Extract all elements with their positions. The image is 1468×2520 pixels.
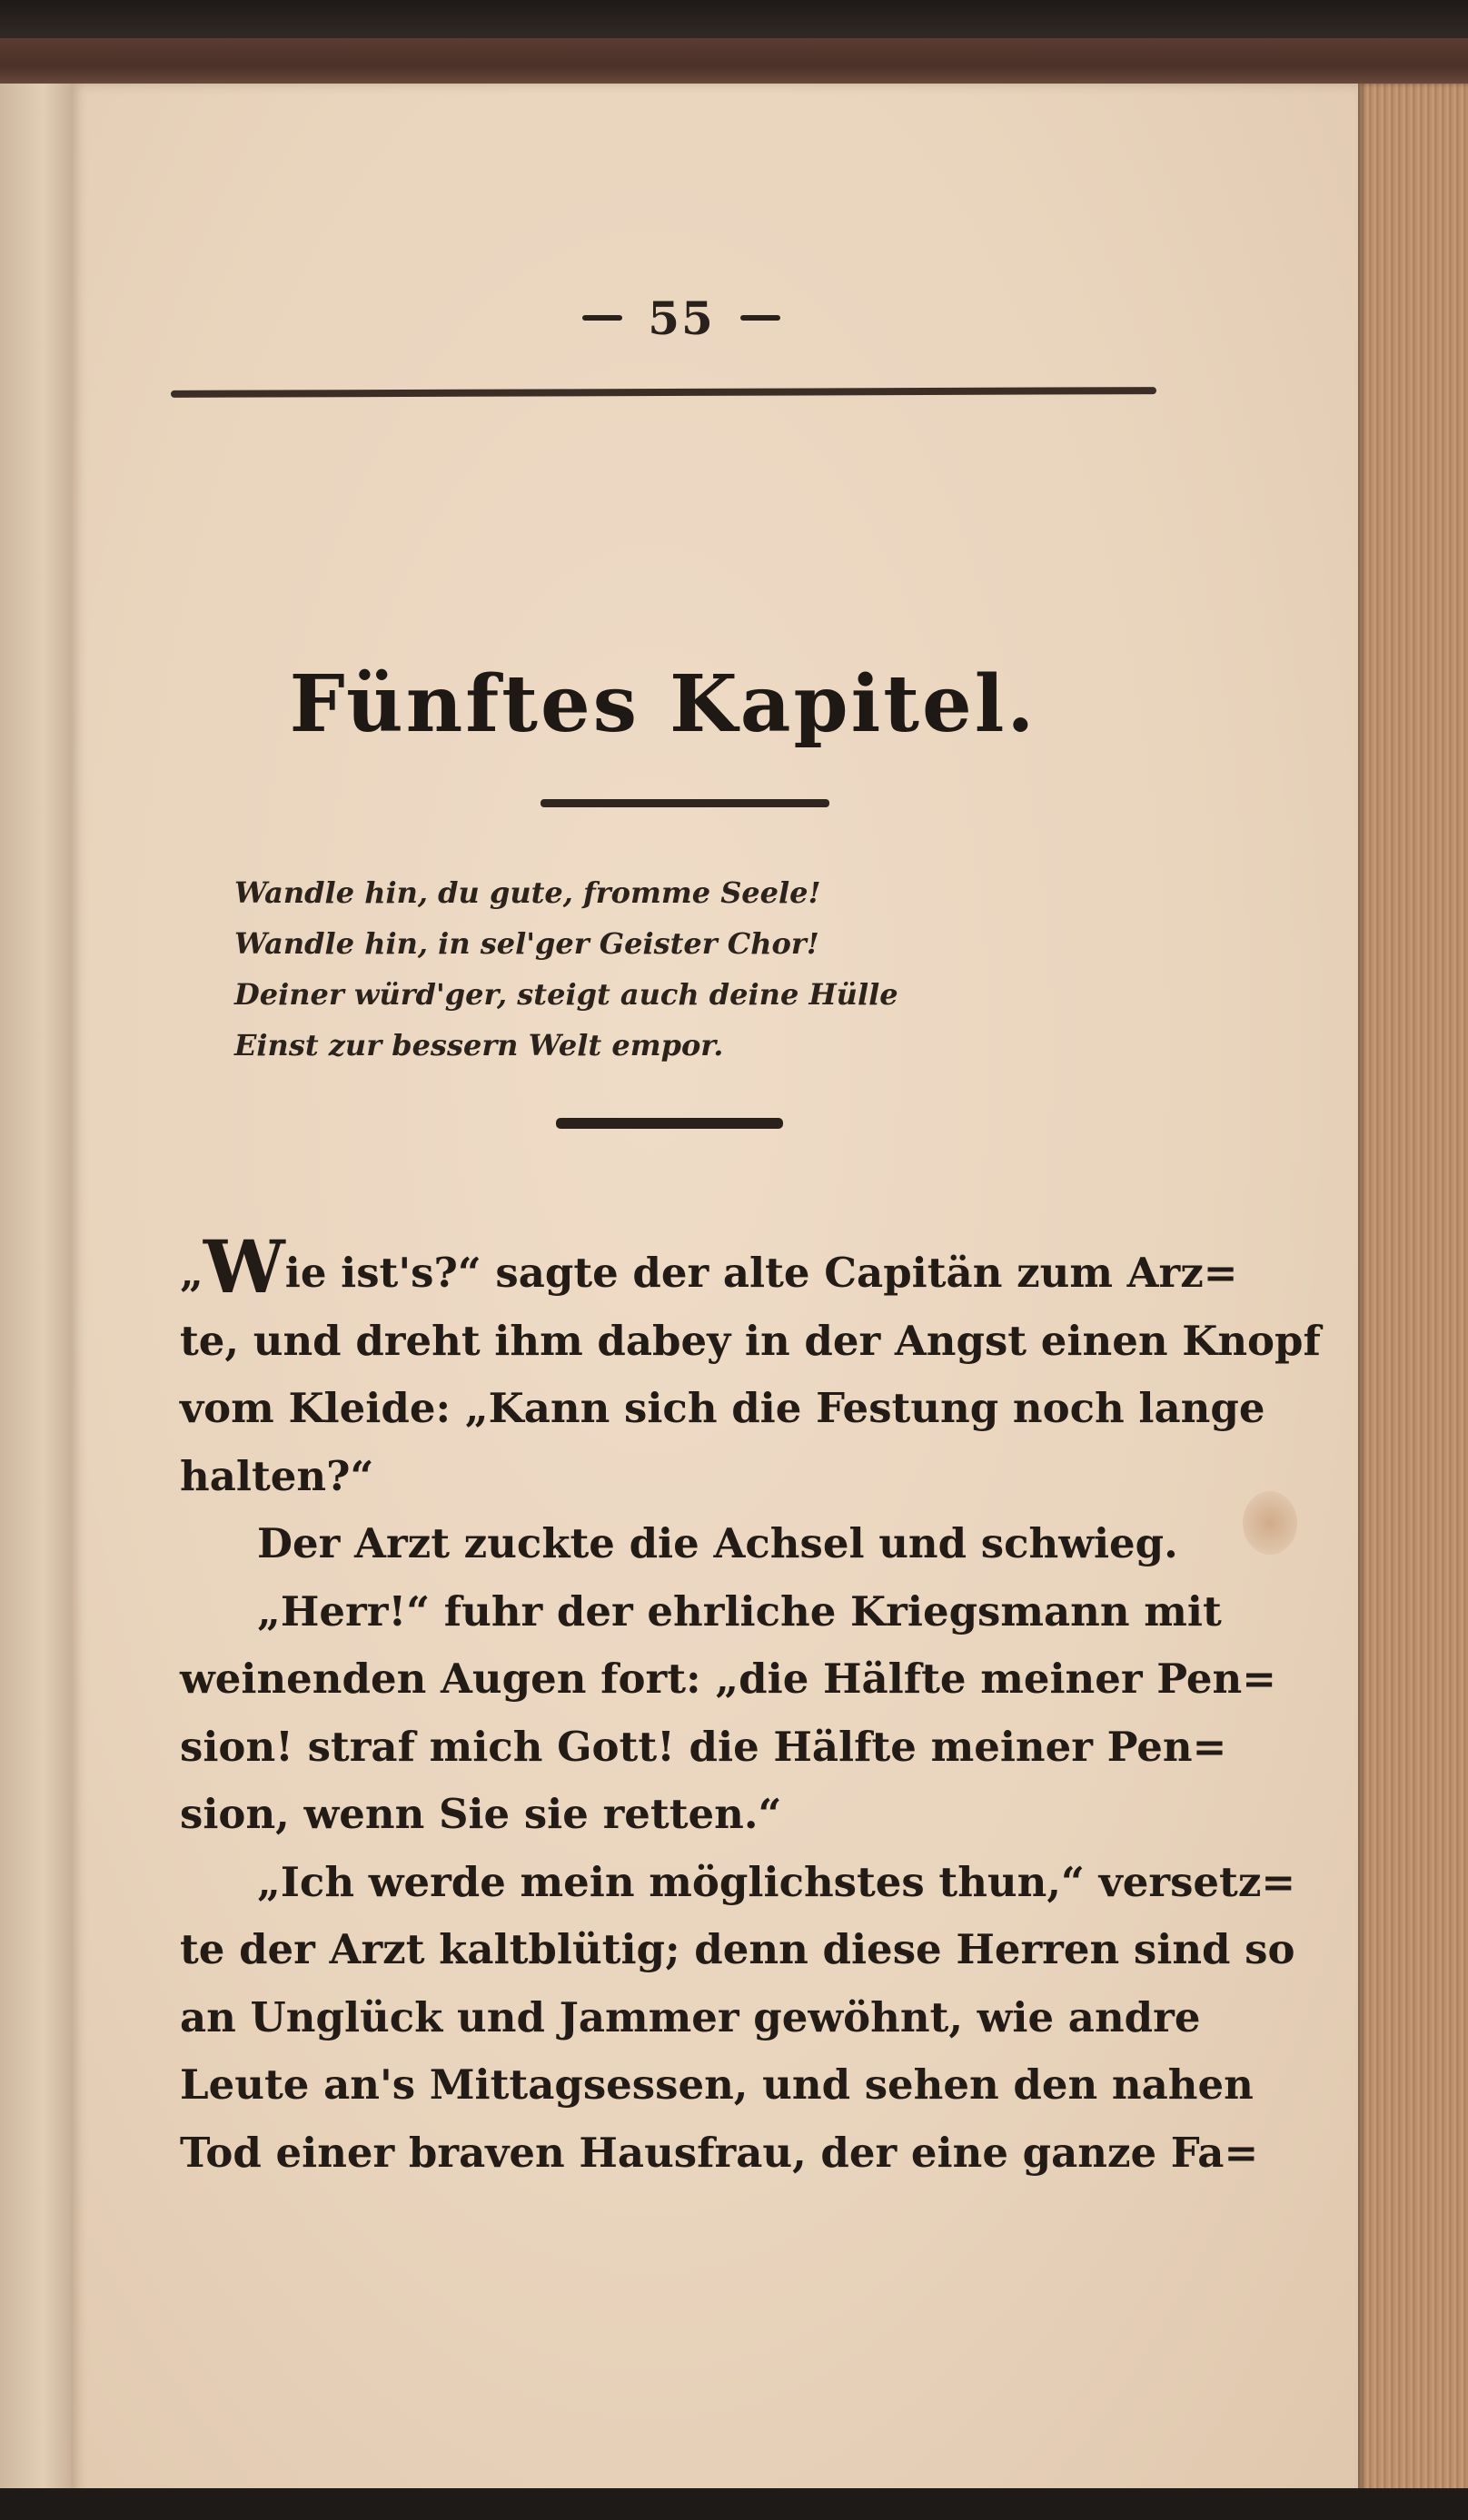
header-dash-right bbox=[740, 315, 780, 321]
facing-page-edge bbox=[0, 84, 74, 2490]
page-number: 55 bbox=[648, 291, 715, 345]
chapter-title: Fünftes Kapitel. bbox=[289, 658, 1037, 750]
body-line: vom Kleide: „Kann sich die Festung noch lange bbox=[180, 1384, 1265, 1432]
header-dash-left bbox=[582, 315, 622, 321]
body-line: te der Arzt kaltblütig; denn diese Herren sind so bbox=[180, 1925, 1295, 1973]
page-header bbox=[545, 291, 818, 345]
body-line: „Herr!“ fuhr der ehrliche Kriegsmann mit bbox=[257, 1586, 1222, 1636]
body-line: sion! straf mich Gott! die Hälfte meiner Pen= bbox=[180, 1722, 1227, 1771]
epigraph-rule bbox=[556, 1118, 783, 1129]
body-line: Leute an's Mittagsessen, und sehen den nahen bbox=[180, 2060, 1254, 2109]
body-line: Tod einer braven Hausfrau, der eine ganze Fa= bbox=[180, 2128, 1259, 2177]
scan-background-bottom bbox=[0, 2488, 1468, 2520]
body-line: sion, wenn Sie sie retten.“ bbox=[180, 1790, 782, 1838]
body-line: Der Arzt zuckte die Achsel und schwieg. bbox=[257, 1519, 1178, 1567]
opening-quote: „ bbox=[180, 1249, 203, 1297]
title-rule bbox=[541, 799, 829, 807]
body-line: halten?“ bbox=[180, 1451, 374, 1500]
book-binding bbox=[0, 38, 1468, 85]
body-line-first bbox=[180, 1224, 1238, 1309]
first-line-text: ie ist's?“ sagte der alte Capitän zum Arz= bbox=[284, 1249, 1238, 1297]
dropcap: W bbox=[203, 1224, 285, 1309]
body-line: weinenden Augen fort: „die Hälfte meiner Pen= bbox=[180, 1655, 1276, 1703]
epigraph-line: Wandle hin, in sel'ger Geister Chor! bbox=[234, 926, 819, 961]
epigraph-line: Einst zur bessern Welt empor. bbox=[234, 1028, 724, 1062]
paper-stain bbox=[1243, 1491, 1297, 1555]
body-line: te, und dreht ihm dabey in der Angst einen Knopf bbox=[180, 1316, 1321, 1365]
page-block-edge bbox=[1358, 84, 1468, 2499]
epigraph-line: Wandle hin, du gute, fromme Seele! bbox=[234, 875, 821, 910]
epigraph bbox=[234, 867, 925, 1071]
body-line: an Unglück und Jammer gewöhnt, wie andre bbox=[180, 1992, 1201, 2041]
body-line: „Ich werde mein möglichstes thun,“ versetz= bbox=[257, 1857, 1296, 1906]
epigraph-line: Deiner würd'ger, steigt auch deine Hülle bbox=[234, 977, 898, 1012]
body-text bbox=[180, 1224, 1321, 2187]
